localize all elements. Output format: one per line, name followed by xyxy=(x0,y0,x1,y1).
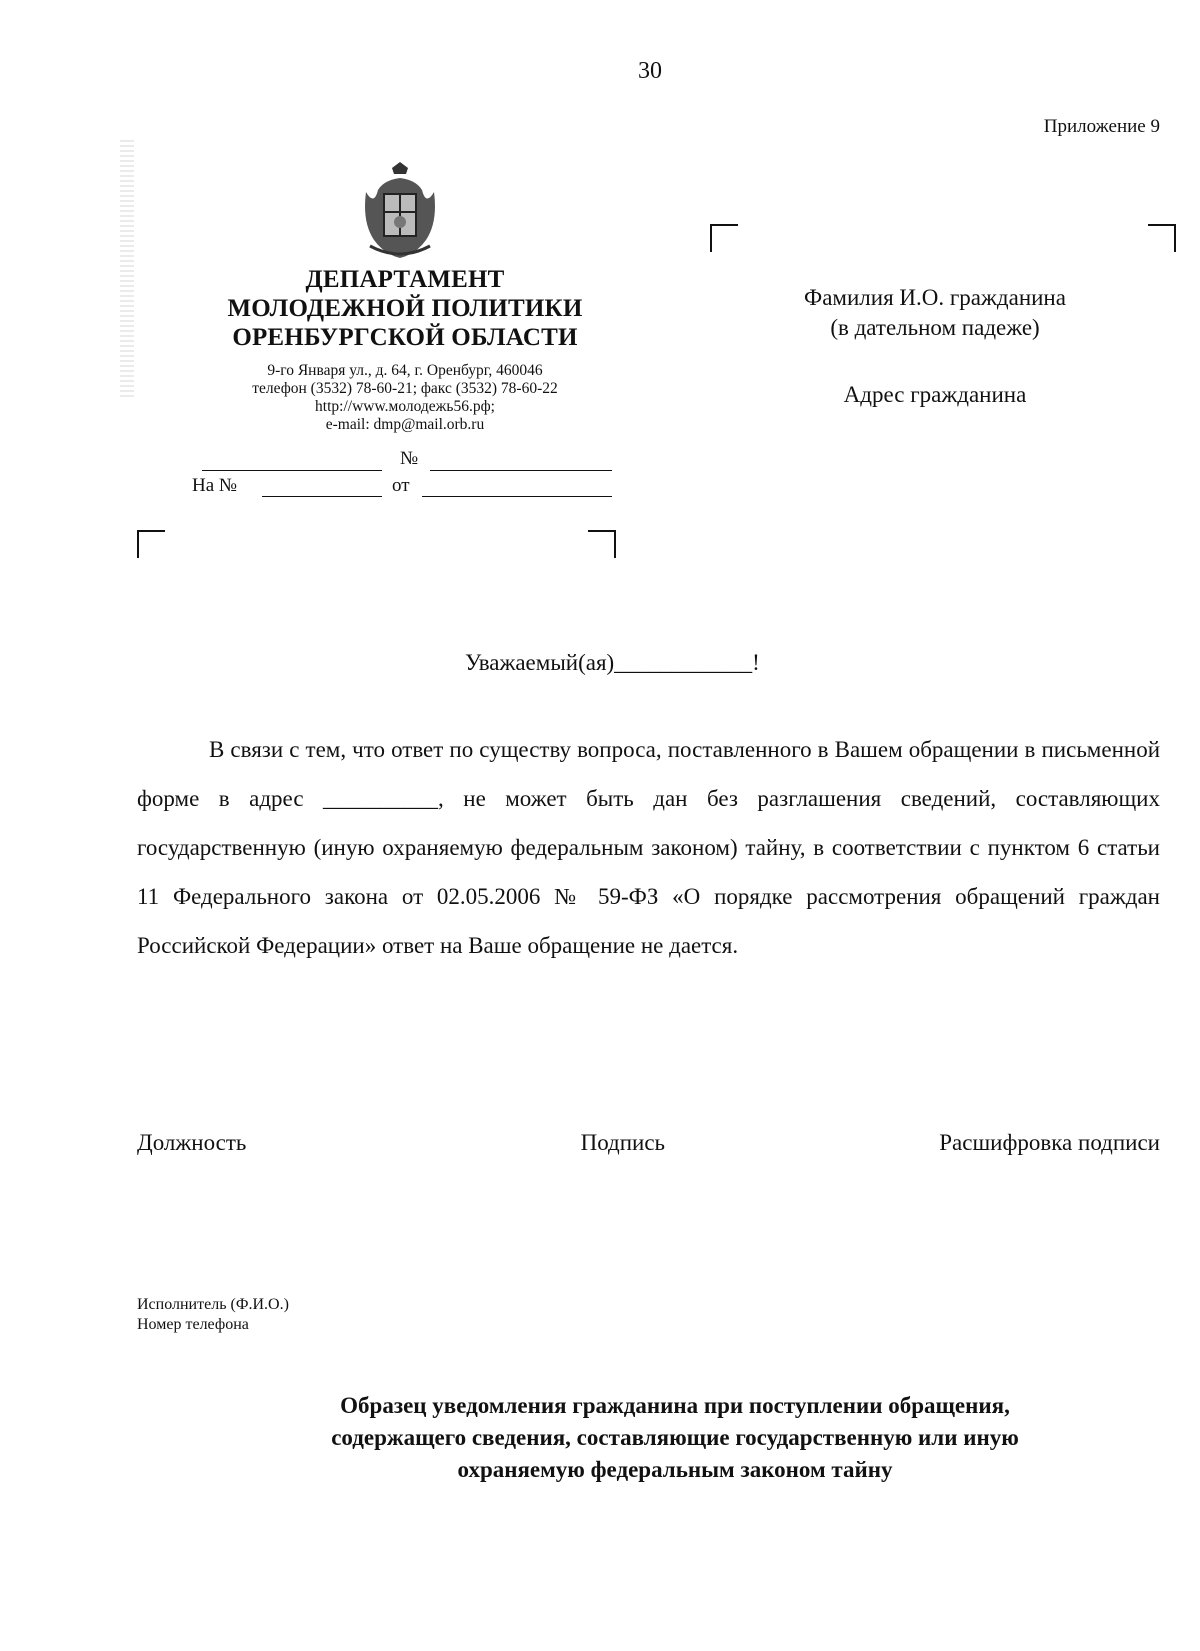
department-line-1: ДЕПАРТАМЕНТ xyxy=(305,266,505,293)
number-sign: № xyxy=(400,448,419,469)
executor-name: Исполнитель (Ф.И.О.) xyxy=(137,1296,289,1313)
caption-line-1: Образец уведомления гражданина при поступлении обращения, xyxy=(340,1393,1010,1418)
letter-body: В связи с тем, что ответ по существу вопроса, поставленного в Вашем обращении в письменной форме в адрес __________, не может быть дан без разглашения сведений, составляющих государственную (иную охраняемую федеральным законом) тайну, в соответствии с пунктом 6 статьи 11 Федерального закона от 02.05.2006 № 59-ФЗ «О порядке рассмотрения обращений граждан Российской Федерации» ответ на Ваше обращение не дается. xyxy=(137,737,1160,958)
coat-of-arms-icon xyxy=(360,162,440,258)
appendix-label: Приложение 9 xyxy=(1043,116,1160,137)
recipient-address: Адрес гражданина xyxy=(843,382,1027,407)
recipient-name-line-1: Фамилия И.О. гражданина xyxy=(804,285,1066,310)
department-website: http://www.молодежь56.рф; xyxy=(315,398,495,415)
page-number: 30 xyxy=(638,58,662,84)
department-line-2: МОЛОДЕЖНОЙ ПОЛИТИКИ xyxy=(227,295,583,322)
reply-date-label: от xyxy=(392,475,410,496)
department-email: e-mail: dmp@mail.orb.ru xyxy=(325,416,485,433)
department-line-3: ОРЕНБУРГСКОЙ ОБЛАСТИ xyxy=(232,324,578,351)
department-contacts xyxy=(190,362,620,434)
position-label: Должность xyxy=(137,1130,247,1155)
scan-artifact xyxy=(120,140,134,400)
corner-mark xyxy=(1148,224,1176,252)
signature-transcript-label: Расшифровка подписи xyxy=(939,1130,1160,1155)
reply-number-label: На № xyxy=(192,475,238,496)
reply-number-field[interactable] xyxy=(262,496,382,497)
reply-date-field[interactable] xyxy=(422,496,612,497)
salutation: Уважаемый(ая)____________! xyxy=(465,650,760,675)
executor-phone: Номер телефона xyxy=(137,1316,249,1333)
caption-line-2: содержащего сведения, составляющие государственную или иную xyxy=(331,1425,1019,1450)
department-phones: телефон (3532) 78-60-21; факс (3532) 78-60-22 xyxy=(252,380,558,397)
signature-block xyxy=(137,1130,1160,1156)
document-caption xyxy=(180,1390,1170,1486)
corner-mark xyxy=(137,530,165,558)
executor-block xyxy=(137,1295,289,1335)
recipient-name xyxy=(770,283,1100,343)
recipient-name-line-2: (в дательном падеже) xyxy=(830,315,1040,340)
caption-line-3: охраняемую федеральным законом тайну xyxy=(457,1457,893,1482)
outgoing-date-field[interactable] xyxy=(202,470,382,471)
department-name xyxy=(190,265,620,352)
corner-mark xyxy=(710,224,738,252)
corner-mark xyxy=(588,530,616,558)
department-address: 9-го Января ул., д. 64, г. Оренбург, 460046 xyxy=(267,362,543,379)
outgoing-number-field[interactable] xyxy=(430,470,612,471)
signature-label: Подпись xyxy=(580,1130,666,1155)
